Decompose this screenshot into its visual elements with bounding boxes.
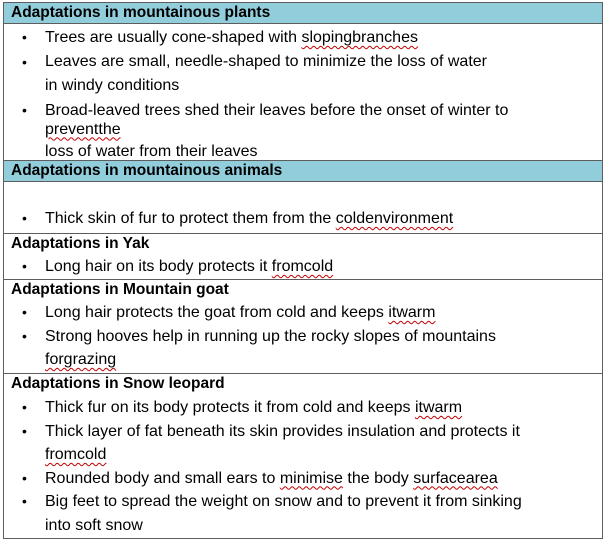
item-line: Broad-leaved trees shed their leaves before the onset of winter to: [45, 101, 509, 119]
bullet-icon: •: [22, 29, 27, 45]
bullet-list: [4, 24, 602, 161]
list-item: [4, 467, 602, 491]
bullet-icon: •: [22, 101, 27, 118]
item-line: Strong hooves help in running up the rocky slopes of mountains: [45, 327, 496, 345]
item-line: loss of water from their leaves: [45, 142, 258, 160]
item-line: in windy conditions: [45, 76, 180, 94]
item-line: Long hair on its body protects it fromcold: [45, 258, 334, 275]
bullet-icon: •: [22, 304, 27, 320]
item-line: Thick layer of fat beneath its skin provides insulation and protects it: [45, 422, 520, 440]
section-heading: Adaptations in Yak: [11, 235, 150, 252]
section-snow-leopard: [4, 374, 602, 537]
section-heading: Adaptations in Snow leopard: [11, 375, 225, 392]
list-item: [4, 490, 602, 537]
section-mountainous-plants: [4, 3, 602, 161]
list-item: [4, 301, 602, 325]
list-item: [4, 420, 602, 467]
section-mountain-goat: [4, 280, 602, 374]
list-item: [4, 396, 602, 420]
section-mountainous-animals: [4, 161, 602, 234]
item-line: Thick skin of fur to protect them from the coldenvironment: [45, 210, 454, 227]
item-line: Thick fur on its body protects it from cold and keeps itwarm: [45, 399, 463, 416]
list-item: [4, 325, 602, 372]
item-line: Leaves are small, needle-shaped to minimize the loss of water: [45, 52, 487, 70]
list-item: [4, 255, 602, 279]
item-line: Big feet to spread the weight on snow and to prevent it from sinking: [45, 493, 522, 510]
bullet-icon: •: [22, 399, 27, 415]
list-item: [4, 50, 602, 98]
bullet-icon: •: [22, 327, 27, 344]
bullet-icon: •: [22, 493, 27, 509]
list-item: [4, 207, 602, 231]
bullet-list: [4, 300, 602, 372]
bullet-icon: •: [22, 53, 27, 70]
item-line: fromcold: [45, 446, 107, 463]
adaptations-table: [3, 2, 603, 539]
bullet-icon: •: [22, 469, 27, 486]
bullet-list: [4, 254, 602, 279]
item-line: preventthe: [45, 120, 121, 138]
item-line: Rounded body and small ears to minimise the body surfacearea: [45, 469, 498, 487]
item-line: forgrazing: [45, 351, 117, 368]
item-line: Trees are usually cone-shaped with slopingbranches: [45, 29, 418, 46]
bullet-icon: •: [22, 258, 27, 274]
bullet-list: [4, 394, 602, 537]
list-item: [4, 26, 602, 50]
section-yak: [4, 234, 602, 280]
section-heading: Adaptations in mountainous animals: [4, 161, 602, 182]
bullet-list: [4, 182, 602, 231]
section-heading: Adaptations in Mountain goat: [11, 281, 229, 298]
bullet-icon: •: [22, 210, 27, 226]
section-heading: Adaptations in mountainous plants: [4, 3, 602, 24]
item-line: Long hair protects the goat from cold and keeps itwarm: [45, 304, 436, 321]
list-item: [4, 98, 602, 161]
bullet-icon: •: [22, 422, 27, 439]
item-line: into soft snow: [45, 516, 143, 534]
